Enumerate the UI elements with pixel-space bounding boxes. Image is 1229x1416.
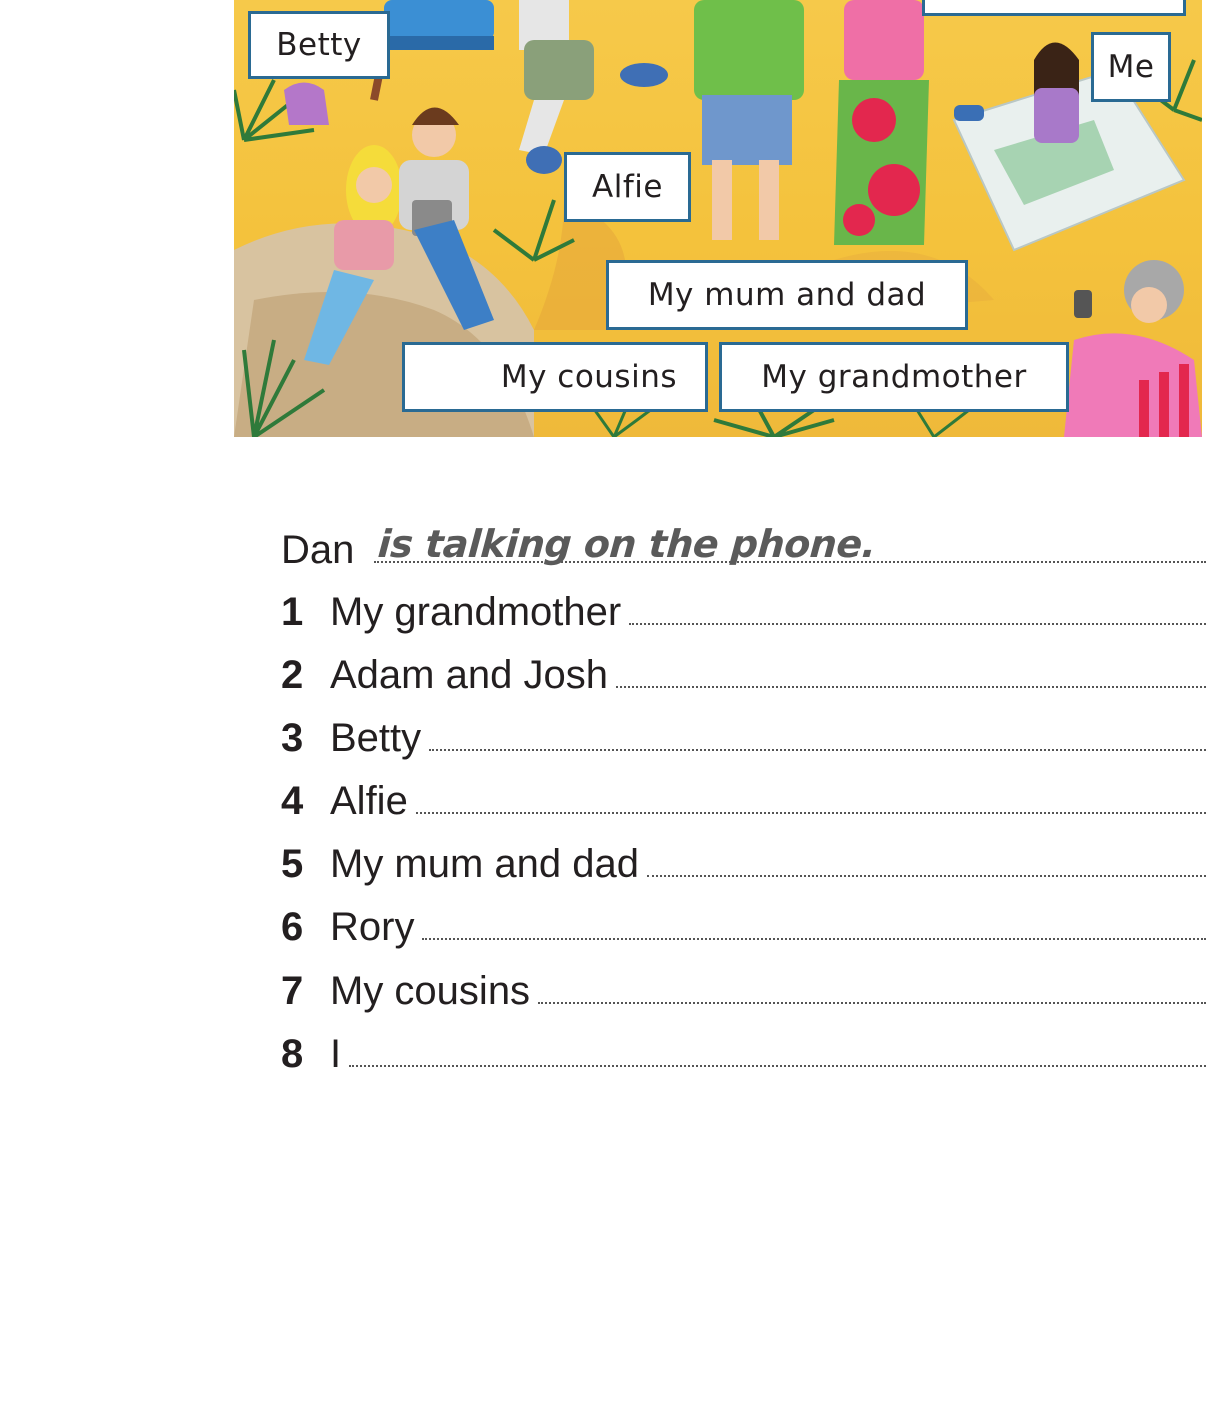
exercise-item (281, 1032, 1206, 1077)
exercise-item (281, 653, 1206, 698)
item-number: 2 (281, 653, 304, 697)
item-number: 4 (281, 779, 304, 823)
answer-line[interactable] (429, 749, 1206, 751)
item-subject: My mum and dad (330, 842, 640, 886)
label-grandmother: My grandmother (719, 342, 1069, 412)
item-number: 3 (281, 716, 304, 760)
exercise-item (281, 590, 1206, 635)
example-answer: is talking on the phone. (376, 522, 878, 566)
item-subject: I (330, 1032, 342, 1076)
item-subject: My grandmother (330, 590, 622, 634)
exercise-item (281, 905, 1206, 950)
example-row (281, 522, 1206, 573)
label-top-right-empty (922, 0, 1186, 16)
item-number: 1 (281, 590, 304, 634)
answer-line[interactable] (629, 623, 1206, 625)
beach-illustration (234, 0, 1202, 437)
example-subject: Dan (281, 528, 355, 572)
item-subject: Betty (330, 716, 422, 760)
label-alfie: Alfie (564, 152, 691, 222)
exercise-item (281, 842, 1206, 887)
answer-line[interactable] (616, 686, 1206, 688)
answer-line[interactable] (647, 875, 1206, 877)
item-subject: Alfie (330, 779, 408, 823)
item-subject: My cousins (330, 969, 531, 1013)
item-number: 7 (281, 969, 304, 1013)
exercise-item (281, 779, 1206, 824)
label-mum-and-dad: My mum and dad (606, 260, 968, 330)
item-number: 5 (281, 842, 304, 886)
label-betty: Betty (248, 11, 390, 79)
label-me: Me (1091, 32, 1171, 102)
answer-line[interactable] (422, 938, 1206, 940)
answer-line[interactable] (416, 812, 1206, 814)
item-subject: Rory (330, 905, 415, 949)
item-subject: Adam and Josh (330, 653, 608, 697)
item-number: 8 (281, 1032, 304, 1076)
item-number: 6 (281, 905, 304, 949)
exercise-item (281, 969, 1206, 1014)
answer-line[interactable] (538, 1002, 1206, 1004)
exercise-item (281, 716, 1206, 761)
answer-line[interactable] (349, 1065, 1206, 1067)
label-cousins: My cousins (402, 342, 708, 412)
